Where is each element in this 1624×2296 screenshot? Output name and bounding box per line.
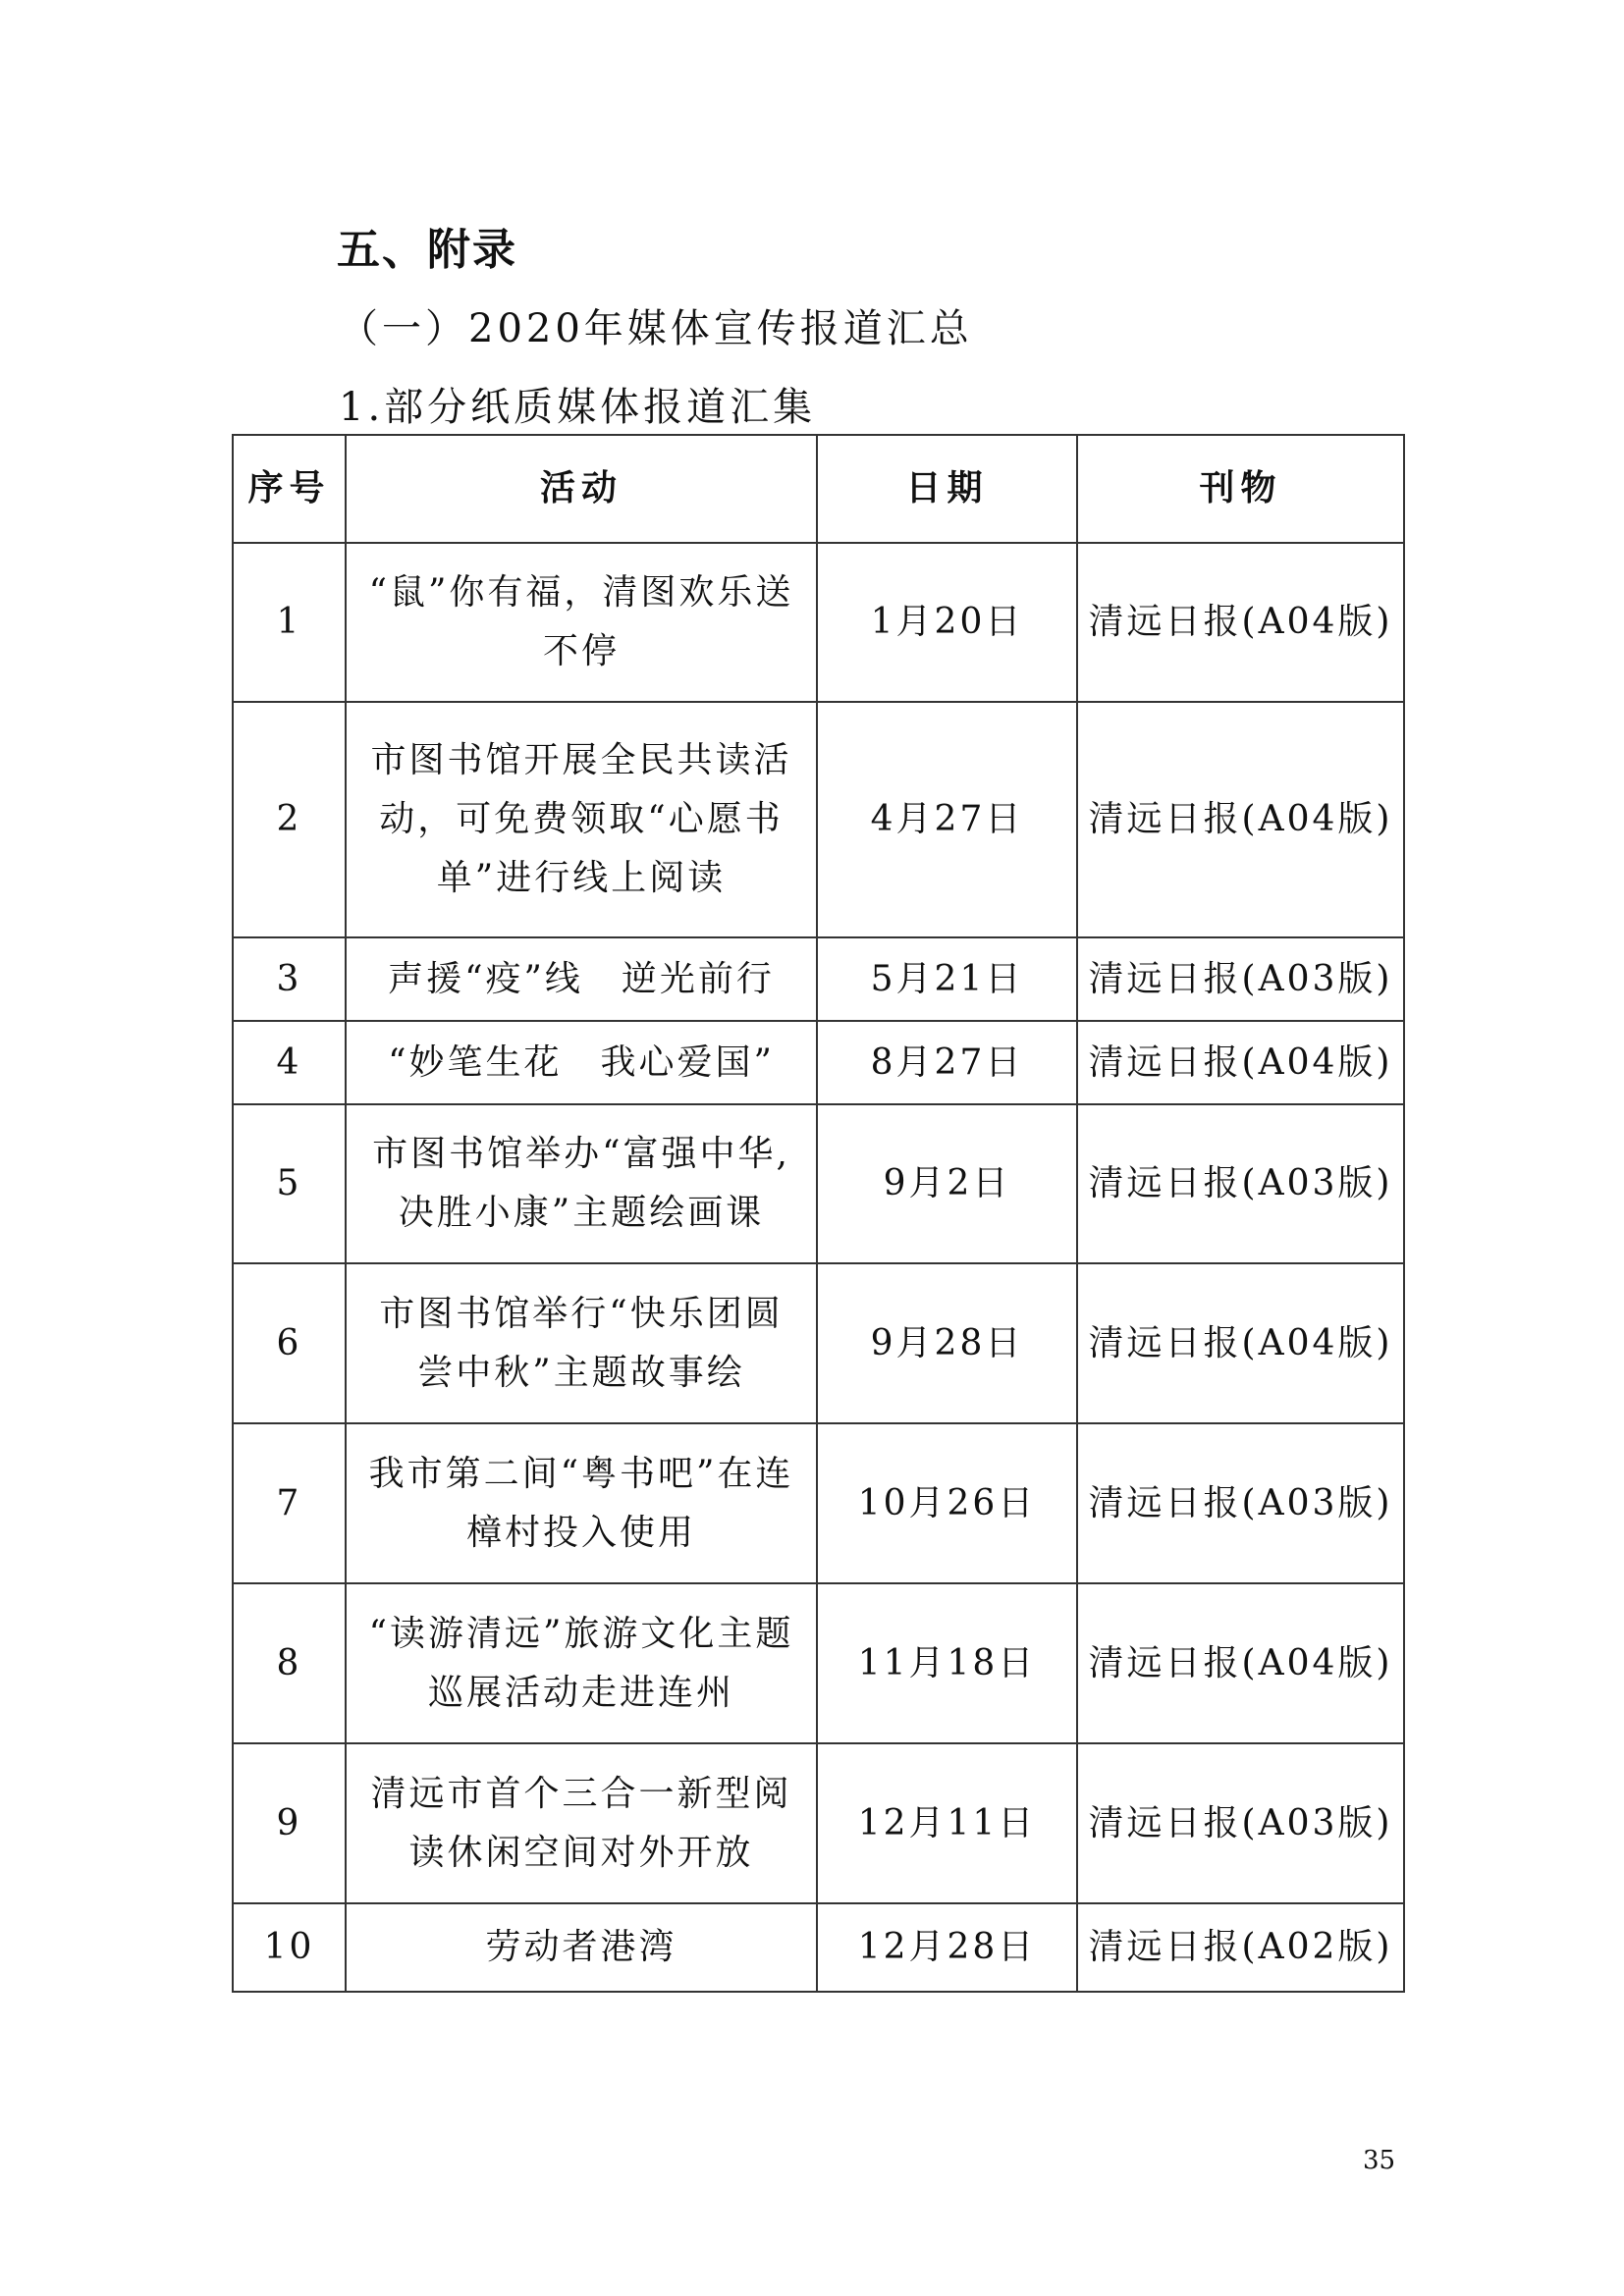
row-publication: 清远日报(A03版) [1077,937,1404,1021]
row-date: 4月27日 [817,702,1077,937]
list-title: 1.部分纸质媒体报道汇集 [339,385,817,430]
row-date: 12月11日 [817,1743,1077,1903]
table-row [233,1743,1404,1903]
table-row [233,1583,1404,1743]
table-row [233,1104,1404,1263]
row-date: 10月26日 [817,1423,1077,1583]
row-activity: 市图书馆举行“快乐团圆尝中秋”主题故事绘 [346,1263,817,1423]
row-no: 1 [233,543,346,702]
row-no: 2 [233,702,346,937]
row-publication: 清远日报(A04版) [1077,1583,1404,1743]
row-activity: 劳动者港湾 [346,1903,817,1992]
row-no: 8 [233,1583,346,1743]
row-no: 5 [233,1104,346,1263]
row-date: 12月28日 [817,1903,1077,1992]
row-publication: 清远日报(A04版) [1077,702,1404,937]
header-activity: 活动 [346,435,817,543]
row-no: 7 [233,1423,346,1583]
header-date: 日期 [817,435,1077,543]
header-no: 序号 [233,435,346,543]
row-activity: 声援“疫”线 逆光前行 [346,937,817,1021]
subsection-title: （一）2020年媒体宣传报道汇总 [339,306,973,351]
row-activity: “妙笔生花 我心爱国” [346,1021,817,1104]
row-no: 10 [233,1903,346,1992]
table-row [233,1021,1404,1104]
row-date: 1月20日 [817,543,1077,702]
table-row [233,1263,1404,1423]
row-no: 9 [233,1743,346,1903]
table-row [233,543,1404,702]
row-date: 11月18日 [817,1583,1077,1743]
media-report-table [232,434,1405,1993]
row-activity: “读游清远”旅游文化主题巡展活动走进连州 [346,1583,817,1743]
row-publication: 清远日报(A04版) [1077,1021,1404,1104]
table-header-row [233,435,1404,543]
page-number: 35 [1363,2146,1396,2175]
row-publication: 清远日报(A04版) [1077,1263,1404,1423]
row-publication: 清远日报(A03版) [1077,1423,1404,1583]
row-publication: 清远日报(A02版) [1077,1903,1404,1992]
row-date: 9月2日 [817,1104,1077,1263]
row-publication: 清远日报(A03版) [1077,1743,1404,1903]
table-row [233,702,1404,937]
row-publication: 清远日报(A03版) [1077,1104,1404,1263]
row-activity: 市图书馆开展全民共读活动，可免费领取“心愿书单”进行线上阅读 [346,702,817,937]
row-no: 6 [233,1263,346,1423]
row-publication: 清远日报(A04版) [1077,543,1404,702]
row-no: 4 [233,1021,346,1104]
row-date: 5月21日 [817,937,1077,1021]
section-title: 五、附录 [337,225,517,275]
row-date: 9月28日 [817,1263,1077,1423]
row-activity: 我市第二间“粤书吧”在连樟村投入使用 [346,1423,817,1583]
header-publication: 刊物 [1077,435,1404,543]
row-activity: 市图书馆举办“富强中华,决胜小康”主题绘画课 [346,1104,817,1263]
table-row [233,937,1404,1021]
row-activity: “鼠”你有福，清图欢乐送不停 [346,543,817,702]
row-no: 3 [233,937,346,1021]
table-row [233,1903,1404,1992]
row-activity: 清远市首个三合一新型阅读休闲空间对外开放 [346,1743,817,1903]
table-row [233,1423,1404,1583]
row-date: 8月27日 [817,1021,1077,1104]
